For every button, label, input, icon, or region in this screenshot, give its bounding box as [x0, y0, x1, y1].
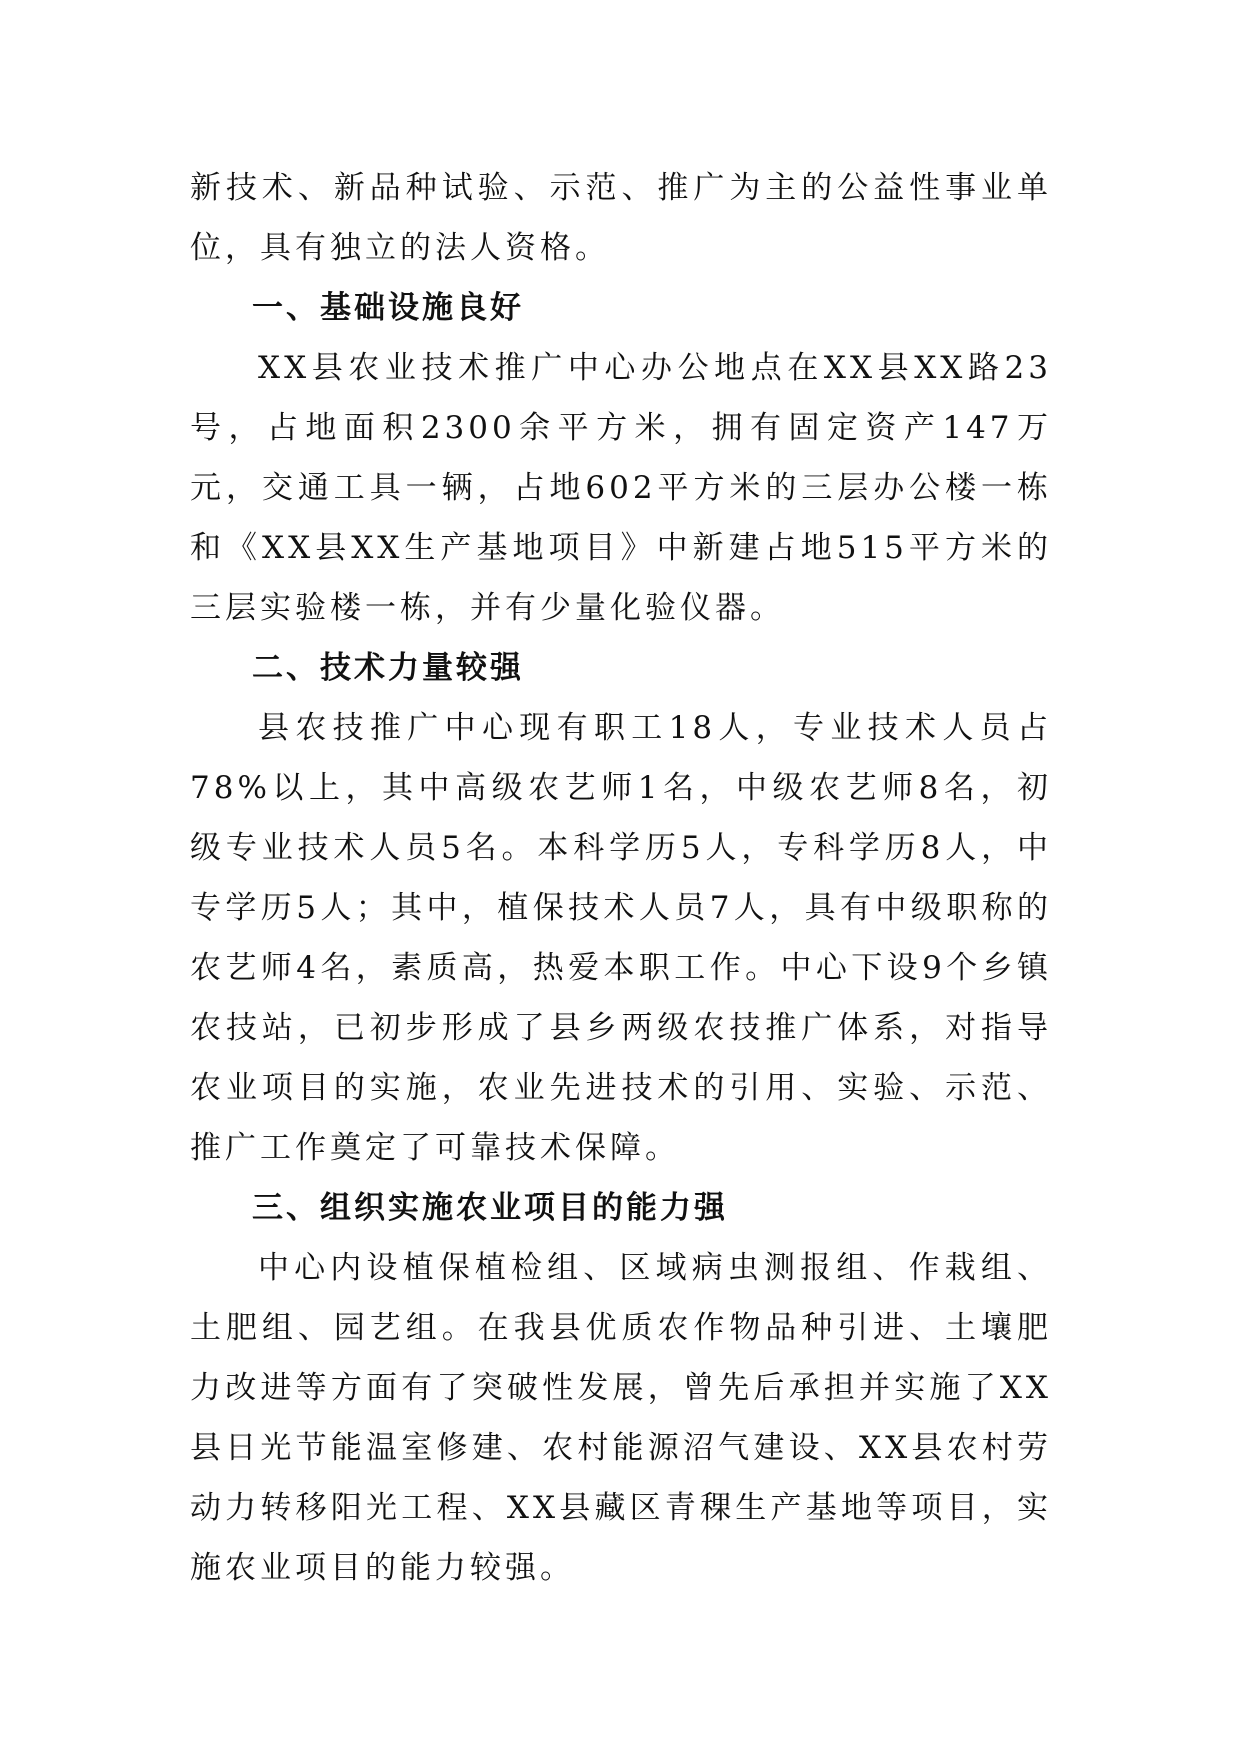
section-paragraph-technical-strength: 县农技推广中心现有职工18人，专业技术人员占78%以上，其中高级农艺师1名，中级农艺师8名，初级专业技术人员5名。本科学历5人，专科学历8人，中专学历5人；其中，植保技术人员7人，具有中级职称的农艺师4名，素质高，热爱本职工作。中心下设9个乡镇农技站，已初步形成了县乡两级农技推广体系，对指导农业项目的实施，农业先进技术的引用、实验、示范、推广工作奠定了可靠技术保障。 — [190, 710, 1052, 1166]
section-heading-project-capability: 三、组织实施农业项目的能力强 — [252, 1190, 728, 1226]
intro-paragraph: 新技术、新品种试验、示范、推广为主的公益性事业单位，具有独立的法人资格。 — [190, 170, 1052, 266]
section-paragraph-project-capability: 中心内设植保植检组、区域病虫测报组、作栽组、土肥组、园艺组。在我县优质农作物品种引进、土壤肥力改进等方面有了突破性发展，曾先后承担并实施了XX县日光节能温室修建、农村能源沼气建设、XX县农村劳动力转移阳光工程、XX县藏区青稞生产基地等项目，实施农业项目的能力较强。 — [190, 1250, 1052, 1586]
document-body — [190, 158, 1052, 1598]
section-heading-infrastructure: 一、基础设施良好 — [252, 290, 524, 326]
section-paragraph-infrastructure: XX县农业技术推广中心办公地点在XX县XX路23号，占地面积2300余平方米，拥有固定资产147万元，交通工具一辆，占地602平方米的三层办公楼一栋和《XX县XX生产基地项目》中新建占地515平方米的三层实验楼一栋，并有少量化验仪器。 — [190, 350, 1052, 626]
section-heading-technical-strength: 二、技术力量较强 — [252, 650, 524, 686]
